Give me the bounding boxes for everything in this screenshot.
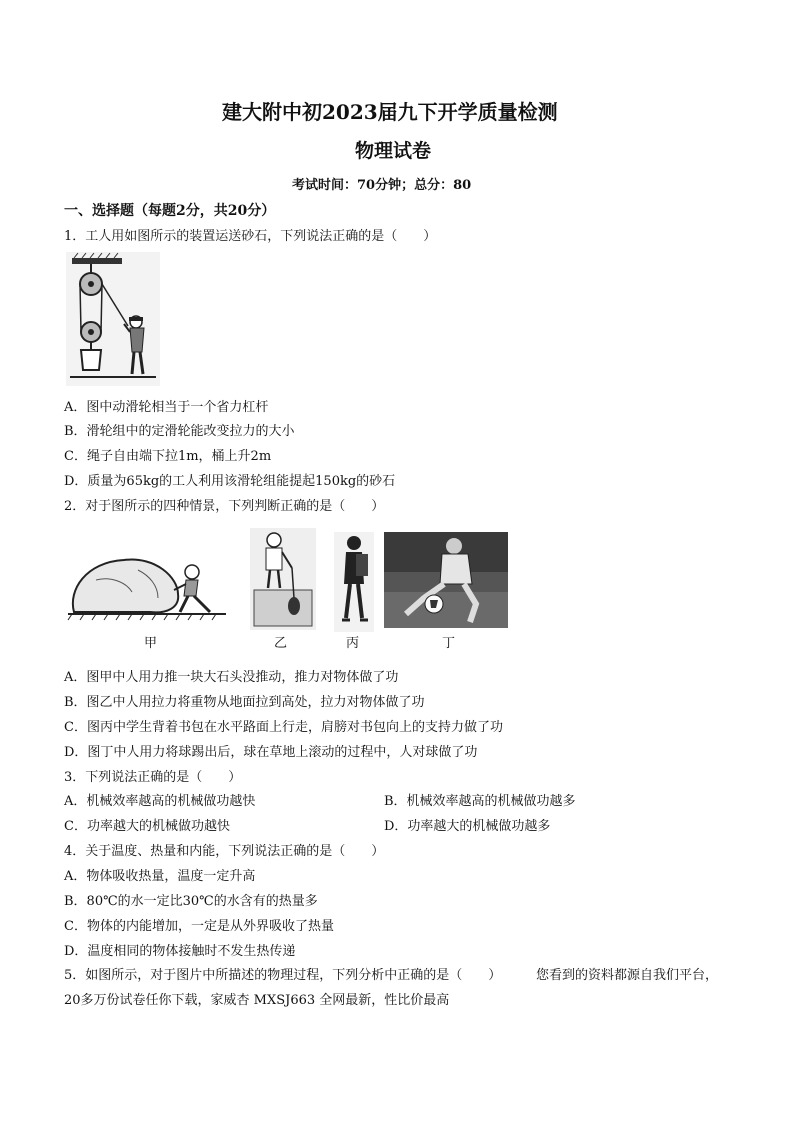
question-4-option-b: B．80℃的水一定比30℃的水含有的热量多 xyxy=(64,894,318,909)
question-2-stem: 2．对于图所示的四种情景，下列判断正确的是（ ） xyxy=(64,499,385,514)
figure-bing-student-walking xyxy=(334,532,374,632)
question-2-option-a: A．图甲中人用力推一块大石头没推动，推力对物体做了功 xyxy=(64,670,399,685)
question-3-option-a: A．机械效率越高的机械做功越快 xyxy=(64,794,256,809)
question-2-option-c: C．图丙中学生背着书包在水平路面上行走，肩膀对书包向上的支持力做了功 xyxy=(64,720,503,735)
question-4-option-a: A．物体吸收热量，温度一定升高 xyxy=(64,869,256,884)
question-1-option-c: C．绳子自由端下拉1m，桶上升2m xyxy=(64,449,272,464)
figure-yi-lifting-weight xyxy=(250,528,316,630)
promo-text-line1: 您看到的资料都源自我们平台， xyxy=(536,968,719,983)
pulley-figure xyxy=(66,252,160,386)
promo-text-line2: 20多万份试卷任你下载，家威杏 MXSJ663 全网最新，性比价最高 xyxy=(64,993,450,1008)
question-2-option-d: D．图丁中人用力将球踢出后，球在草地上滚动的过程中，人对球做了功 xyxy=(64,745,478,760)
question-3-option-b: B．机械效率越高的机械做功越多 xyxy=(384,794,576,809)
figure-label-ding: 丁 xyxy=(442,636,456,651)
question-1-stem: 1．工人用如图所示的装置运送砂石，下列说法正确的是（ ） xyxy=(64,229,437,244)
question-4-option-d: D．温度相同的物体接触时不发生热传递 xyxy=(64,944,296,959)
question-4-stem: 4．关于温度、热量和内能，下列说法正确的是（ ） xyxy=(64,844,385,859)
question-3-option-d: D．功率越大的机械做功越多 xyxy=(384,819,551,834)
figure-label-jia: 甲 xyxy=(144,636,158,651)
question-5-stem: 5．如图所示，对于图片中所描述的物理过程，下列分析中正确的是（ ） xyxy=(64,968,502,983)
question-3-stem: 3．下列说法正确的是（ ） xyxy=(64,770,242,785)
page-subtitle: 物理试卷 xyxy=(355,140,432,162)
figure-jia-pushing-rock xyxy=(66,550,228,630)
question-1-option-a: A．图中动滑轮相当于一个省力杠杆 xyxy=(64,400,269,415)
figure-label-yi: 乙 xyxy=(274,636,288,651)
section-heading: 一、选择题（每题2分，共20分） xyxy=(64,203,276,219)
exam-info: 考试时间：70分钟；总分：80 xyxy=(292,178,472,193)
question-1-option-d: D．质量为65kg的工人利用该滑轮组能提起150kg的砂石 xyxy=(64,474,396,489)
figure-label-bing: 丙 xyxy=(346,636,360,651)
page-title: 建大附中初2023届九下开学质量检测 xyxy=(222,100,558,124)
figure-ding-kicking-ball xyxy=(384,532,508,628)
question-4-option-c: C．物体的内能增加，一定是从外界吸收了热量 xyxy=(64,919,334,934)
question-2-option-b: B．图乙中人用拉力将重物从地面拉到高处，拉力对物体做了功 xyxy=(64,695,425,710)
question-3-option-c: C．功率越大的机械做功越快 xyxy=(64,819,230,834)
question-1-option-b: B．滑轮组中的定滑轮能改变拉力的大小 xyxy=(64,424,295,439)
